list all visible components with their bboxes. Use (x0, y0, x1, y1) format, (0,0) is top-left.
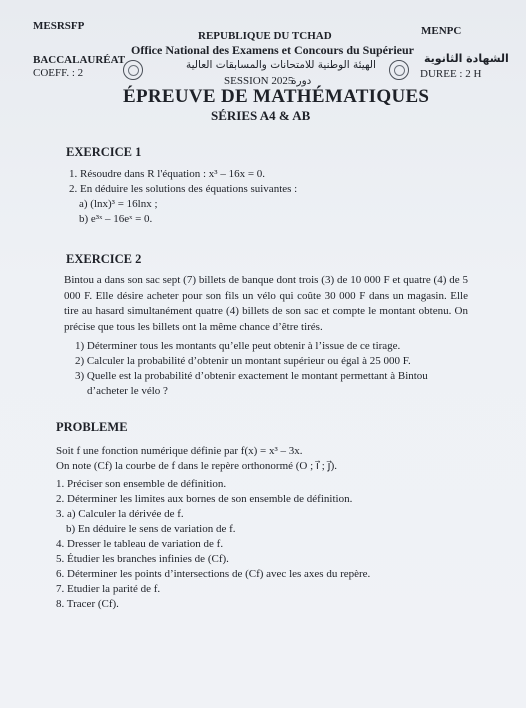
right-ministry: MENPC (421, 25, 462, 37)
left-ministry: MESRSFP (33, 20, 85, 32)
exercise1-item: 2. En déduire les solutions des équations suivantes : (69, 183, 298, 195)
exam-series: SÉRIES A4 & AB (211, 108, 311, 123)
session-arabic: دورة (291, 75, 312, 87)
exercise2-statement: Bintou a dans son sac sept (7) billets de banque dont trois (3) de 10 000 F et quatre (4) de 5 000 F. Elle désire acheter pour son fils un vélo qui coûte 30 000 F dans un magasin. Elle tire au hasard simultanément quatre (4) billets de son sac et compte le montant obtenu. On précise que tous les billets ont la même chance d’être tirés. (64, 274, 468, 333)
office-name: Office National des Examens et Concours du Supérieur (131, 43, 414, 57)
republic-name: REPUBLIQUE DU TCHAD (198, 30, 332, 42)
exercise1-heading: EXERCICE 1 (66, 145, 142, 159)
probleme-intro: Soit f une fonction numérique définie par f(x) = x³ – 3x. (56, 445, 303, 457)
probleme-item: 7. Etudier la parité de f. (56, 583, 161, 595)
duration: DUREE : 2 H (420, 68, 482, 80)
seal-right-icon (389, 60, 409, 80)
exam-title: ÉPREUVE DE MATHÉMATIQUES (123, 86, 430, 107)
exam-name: BACCALAURÉAT (33, 54, 126, 66)
probleme-item: 4. Dresser le tableau de variation de f. (56, 538, 224, 550)
probleme-item: 1. Préciser son ensemble de définition. (56, 478, 227, 490)
exercise2-question: 3) Quelle est la probabilité d’obtenir exactement le montant permettant à Bintou (75, 370, 428, 382)
probleme-item: b) En déduire le sens de variation de f. (66, 523, 236, 535)
probleme-item: 5. Étudier les branches infinies de (Cf). (56, 553, 229, 565)
probleme-heading: PROBLEME (56, 420, 128, 434)
probleme-item: 3. a) Calculer la dérivée de f. (56, 508, 184, 520)
exercise1-item: a) (lnx)³ = 16lnx ; (79, 198, 158, 210)
exercise2-question: 1) Déterminer tous les montants qu’elle peut obtenir à l’issue de ce tirage. (75, 340, 401, 352)
coefficient: COEFF. : 2 (33, 67, 84, 79)
probleme-intro: On note (Cf) la courbe de f dans le repère orthonormé (O ; i⃗ ; j⃗). (56, 460, 338, 472)
session: SESSION 2025 (224, 75, 294, 87)
exercise2-heading: EXERCICE 2 (66, 252, 142, 266)
probleme-item: 8. Tracer (Cf). (56, 598, 119, 610)
exam-name-arabic: الشهادة الثانوية (424, 52, 509, 65)
office-name-arabic: الهيئة الوطنية للامتحانات والمسابقات العالية (186, 59, 376, 71)
probleme-item: 6. Déterminer les points d’intersections de (Cf) avec les axes du repère. (56, 568, 371, 580)
seal-left-icon (123, 60, 143, 80)
probleme-item: 2. Déterminer les limites aux bornes de son ensemble de définition. (56, 493, 353, 505)
exercise2-question: d’acheter le vélo ? (87, 385, 168, 397)
exercise2-question: 2) Calculer la probabilité d’obtenir un montant supérieur ou égal à 25 000 F. (75, 355, 411, 367)
exercise1-item: b) e³ˣ – 16eˣ = 0. (79, 213, 153, 225)
exercise1-item: 1. Résoudre dans R l'équation : x³ – 16x = 0. (69, 168, 266, 180)
